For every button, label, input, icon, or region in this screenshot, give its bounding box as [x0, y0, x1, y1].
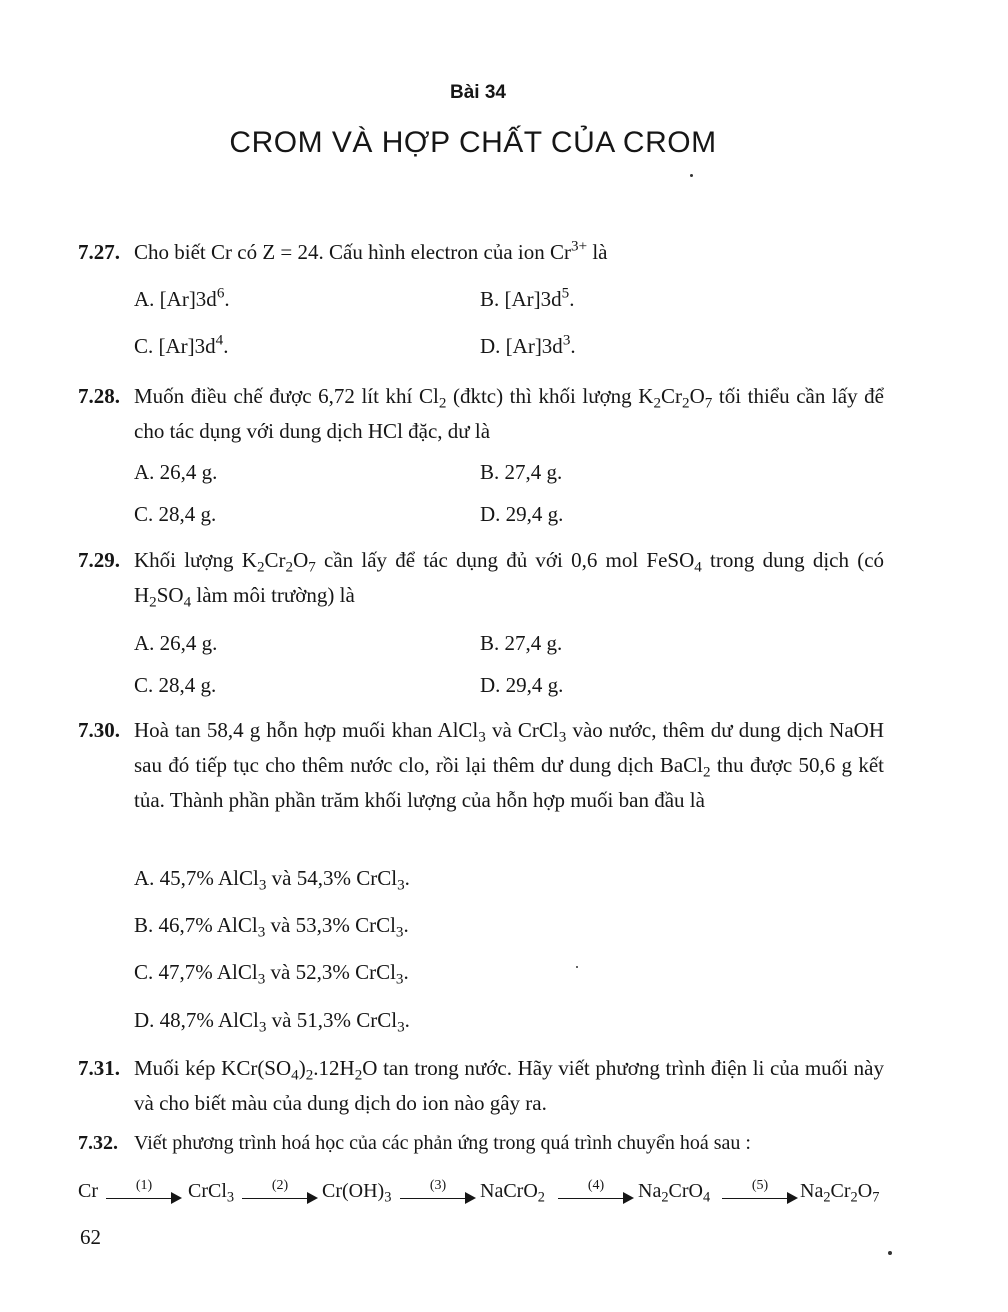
species-cr: Cr	[78, 1180, 98, 1202]
question-text: Khối lượng $K_2Cr_2O_7$ cần lấy để tác dụng đủ với 0,6 mol FeSO$_4$ trong dung dịch (có $H_2SO_4$ làm môi trường) là	[134, 548, 885, 611]
option-a: A. 26,4 g.	[134, 631, 218, 655]
arrow-5: (5)	[722, 1182, 798, 1212]
arrow-4: (4)	[558, 1182, 634, 1212]
question-text: Hoà tan 58,4 g hỗn hợp muối khan AlCl$_3$ và CrCl$_3$ vào nước, thêm dư dung dịch NaOH sau đó tiếp tục cho thêm nước clo, rồi lại thêm dư dung dịch BaCl$_2$ thu được 50,6 g kết tủa. Thành phần phần trăm khối lượng của hỗn hợp muối ban đầu là	[134, 718, 884, 812]
arrow-2: (2)	[242, 1182, 318, 1212]
option-a: A. 45,7% AlCl$_3$ và 54,3% CrCl$_3$.	[134, 866, 410, 894]
question-number: 7.32.	[78, 1132, 118, 1154]
species-na2cr2o7: $Na_2Cr_2O_7$	[800, 1180, 880, 1206]
speck	[576, 966, 578, 968]
option-d: D. 29,4 g.	[480, 673, 564, 697]
page-number: 62	[80, 1225, 101, 1249]
option-d: D. $[Ar]3d^3$.	[480, 332, 576, 358]
question-7-32	[78, 1126, 884, 1161]
question-text: Muối kép $KCr(SO_4)_2.12H_2O$ tan trong nước. Hãy viết phương trình điện li của muối này và cho biết màu của dung dịch do ion nào gây ra.	[134, 1056, 884, 1115]
lesson-number: Bài 34	[450, 82, 506, 103]
species-nacro2: NaCrO$_2$	[480, 1180, 545, 1206]
speck	[690, 174, 693, 177]
option-d: D. 48,7% AlCl$_3$ và 51,3% CrCl$_3$.	[134, 1008, 410, 1036]
option-c: C. $[Ar]3d^4$.	[134, 332, 229, 358]
question-number: 7.28.	[78, 384, 120, 408]
option-a: A. 26,4 g.	[134, 460, 218, 484]
question-number: 7.29.	[78, 548, 120, 572]
question-number: 7.27.	[78, 240, 120, 264]
page-title: CROM VÀ HỢP CHẤT CỦA CROM	[229, 126, 717, 159]
option-b: B. 46,7% AlCl$_3$ và 53,3% CrCl$_3$.	[134, 913, 409, 941]
arrow-3: (3)	[400, 1182, 476, 1212]
conversion-scheme	[78, 1180, 898, 1220]
question-7-28	[78, 379, 884, 449]
option-c: C. 47,7% AlCl$_3$ và 52,3% CrCl$_3$.	[134, 960, 409, 988]
speck	[888, 1251, 892, 1255]
option-a: A. $[Ar]3d^6$.	[134, 285, 230, 311]
option-b: B. 27,4 g.	[480, 631, 563, 655]
question-7-27	[78, 235, 884, 270]
question-number: 7.31.	[78, 1056, 120, 1080]
option-b: B. 27,4 g.	[480, 460, 563, 484]
question-7-31	[78, 1051, 884, 1121]
option-c: C. 28,4 g.	[134, 673, 217, 697]
species-na2cro4: $Na_2CrO_4$	[638, 1180, 711, 1206]
question-number: 7.30.	[78, 718, 120, 742]
question-text: Viết phương trình hoá học của các phản ứng trong quá trình chuyển hoá sau :	[134, 1132, 751, 1154]
species-crcl3: CrCl$_3$	[188, 1180, 235, 1206]
option-c: C. 28,4 g.	[134, 502, 217, 526]
species-croh3: $Cr(OH)_3$	[322, 1180, 392, 1206]
arrow-1: (1)	[106, 1182, 182, 1212]
question-text: Cho biết Cr có Z = 24. Cấu hình electron của ion $Cr^{3+}$ là	[134, 238, 608, 264]
option-b: B. $[Ar]3d^5$.	[480, 285, 575, 311]
question-7-29	[78, 543, 884, 613]
question-text: Muốn điều chế được 6,72 lít khí $Cl_2$ (đktc) thì khối lượng $K_2Cr_2O_7$ tối thiểu cần lấy để cho tác dụng với dung dịch HCl đặc, dư là	[134, 384, 884, 443]
option-d: D. 29,4 g.	[480, 502, 564, 526]
question-7-30	[78, 713, 884, 818]
